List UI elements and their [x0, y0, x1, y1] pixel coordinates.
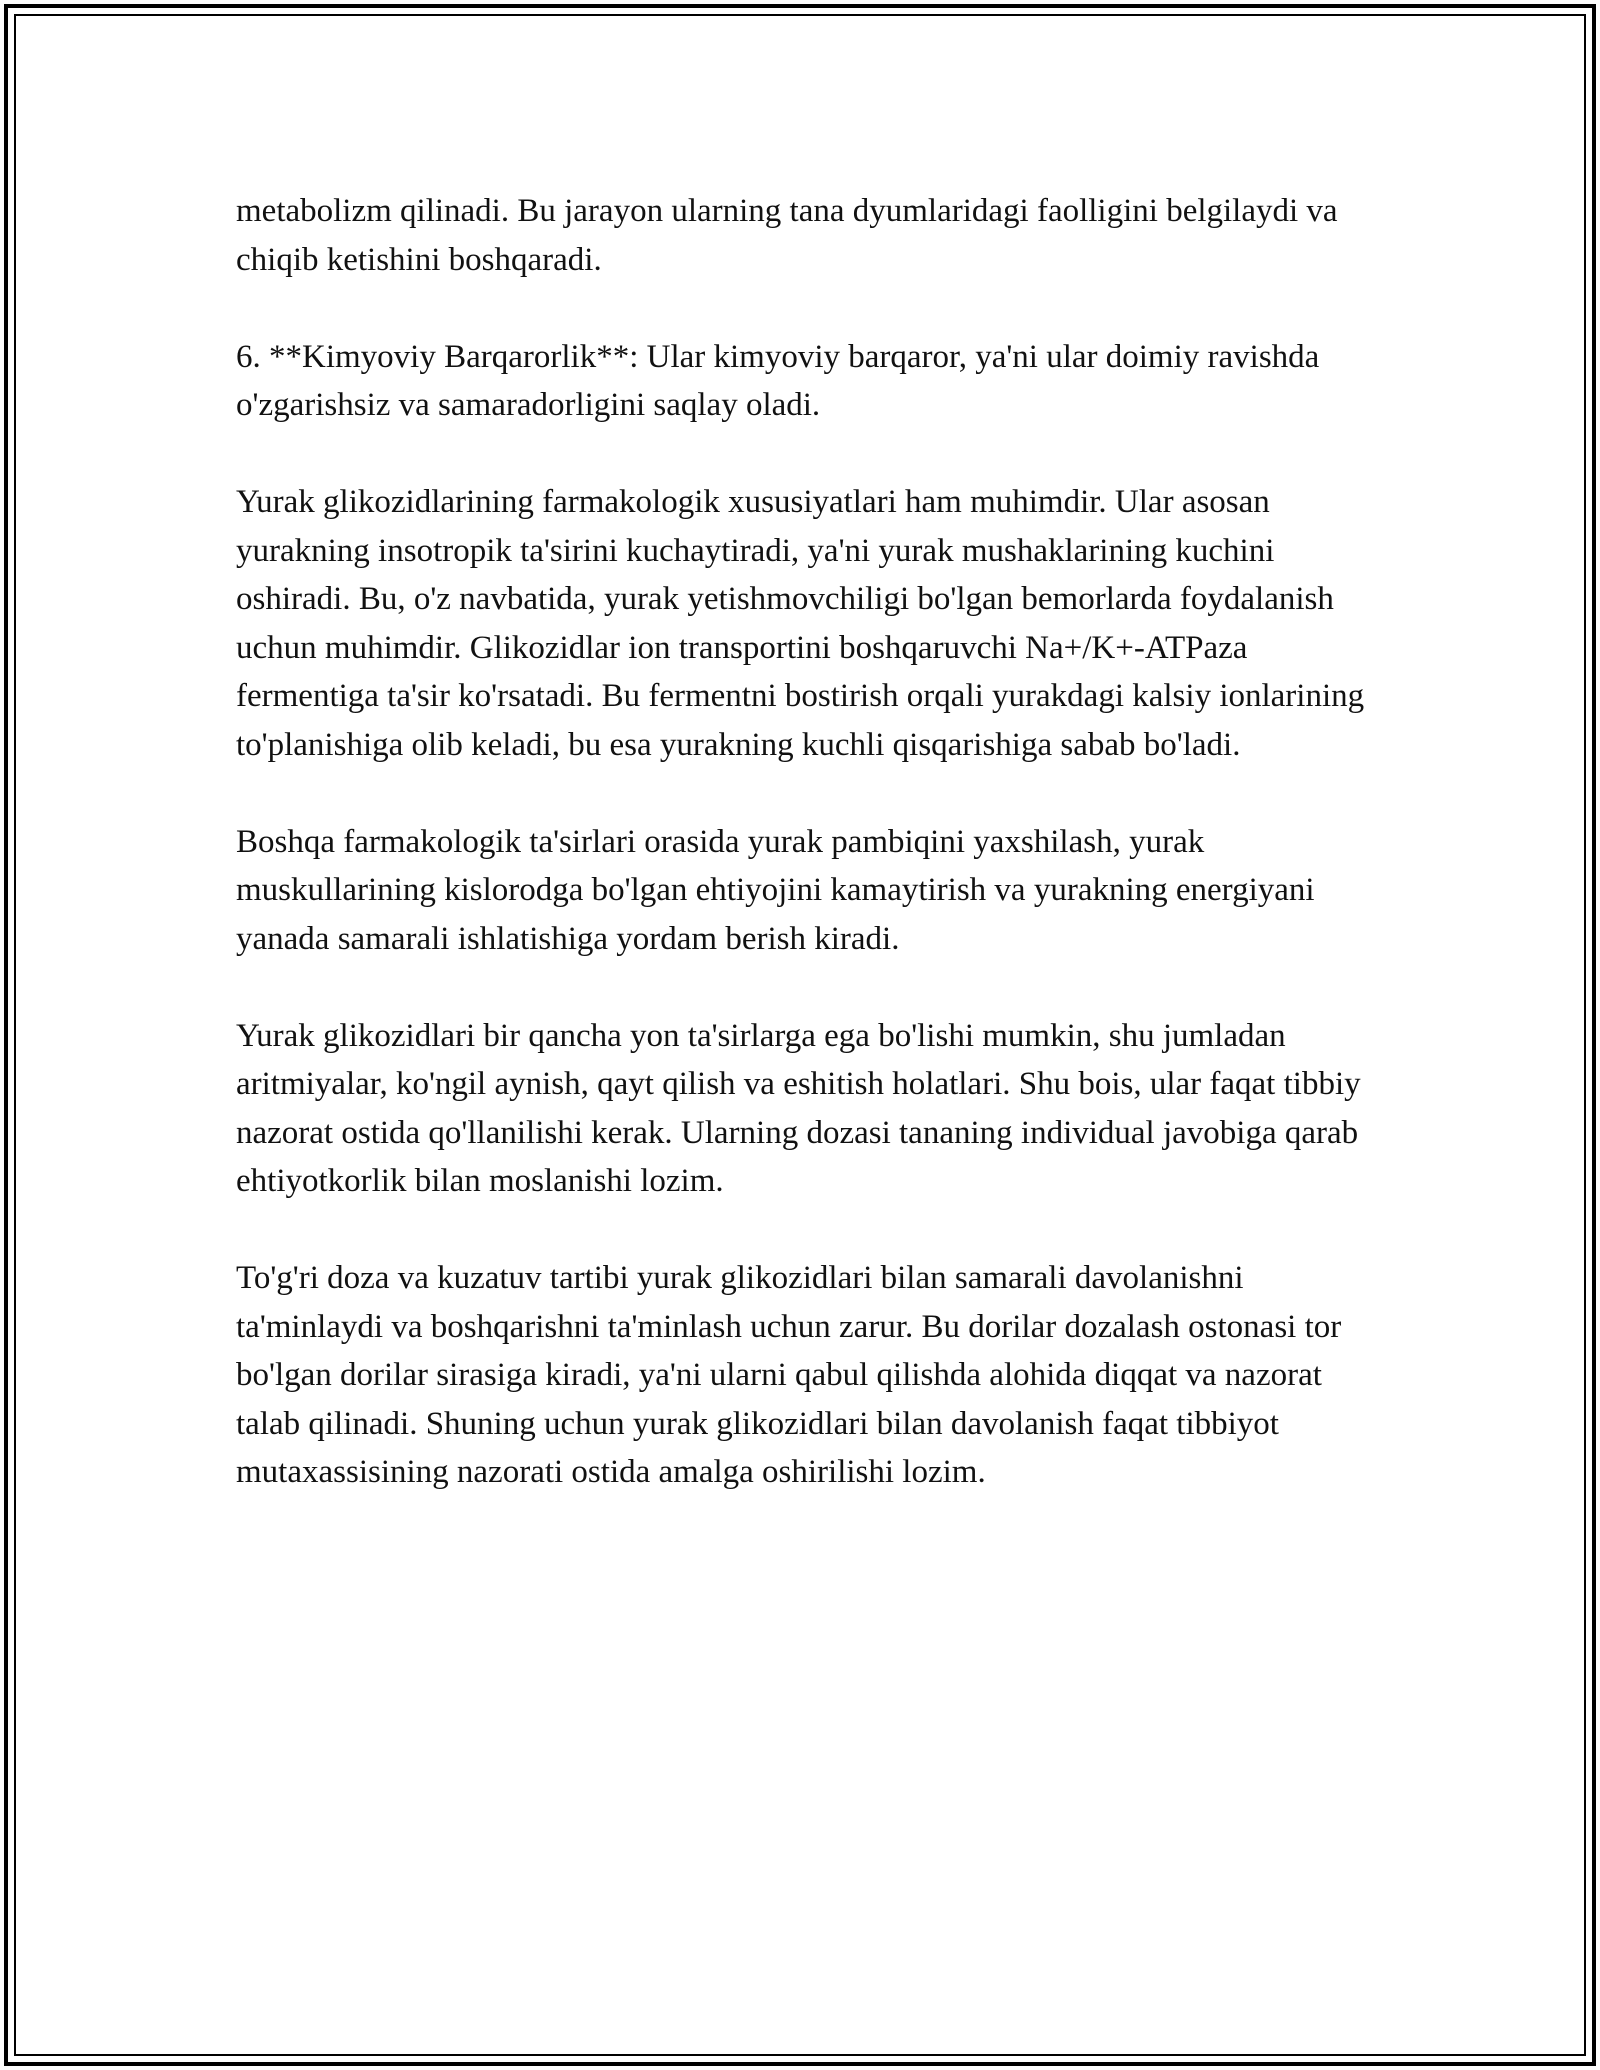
paragraph-pharmacological-properties: Yurak glikozidlarining farmakologik xususiyatlari ham muhimdir. Ular asosan yurakning insotropik ta'sirini kuchaytiradi, ya'ni yurak mushaklarining kuchini oshiradi. Bu, o'z navbatida, yurak yetishmovchiligi bo'lgan bemorlarda foydalanish uchun muhimdir. Glikozidlar ion transportini boshqaruvchi Na+/K+-ATPaza fermentiga ta'sir ko'rsatadi. Bu fermentni bostirish orqali yurakdagi kalsiy ionlarining to'planishiga olib keladi, bu esa yurakning kuchli qisqarishiga sabab bo'ladi. [236, 484, 1365, 763]
paragraph-other-effects: Boshqa farmakologik ta'sirlari orasida yurak pambiqini yaxshilash, yurak muskullarining kislorodga bo'lgan ehtiyojini kamaytirish va yurakning energiyani yanada samarali ishlatishiga yordam berish kiradi. [236, 823, 1315, 957]
paragraph-side-effects: Yurak glikozidlari bir qancha yon ta'sirlarga ega bo'lishi mumkin, shu jumladan aritmiyalar, ko'ngil aynish, qayt qilish va eshitish holatlari. Shu bois, ular faqat tibbiy nazorat ostida qo'llanilishi kerak. Ularning dozasi tananing individual javobiga qarab ehtiyotkorlik bilan moslanishi lozim. [236, 1017, 1361, 1199]
paragraph-metabolism: metabolizm qilinadi. Bu jarayon ularning tana dyumlaridagi faolligini belgilaydi va chiqib ketishini boshqaradi. [236, 193, 1338, 278]
document-body [236, 187, 1386, 1545]
paragraph-dosage-control: To'g'ri doza va kuzatuv tartibi yurak glikozidlari bilan samarali davolanishni ta'minlaydi va boshqarishni ta'minlash uchun zarur. Bu dorilar dozalash ostonasi tor bo'lgan dorilar sirasiga kiradi, ya'ni ularni qabul qilishda alohida diqqat va nazorat talab qilinadi. Shuning uchun yurak glikozidlari bilan davolanish faqat tibbiyot mutaxassisining nazorati ostida amalga oshirilishi lozim. [236, 1260, 1342, 1490]
paragraph-chemical-stability: 6. **Kimyoviy Barqarorlik**: Ular kimyoviy barqaror, ya'ni ular doimiy ravishda o'zgarishsiz va samaradorligini saqlay oladi. [236, 338, 1320, 423]
